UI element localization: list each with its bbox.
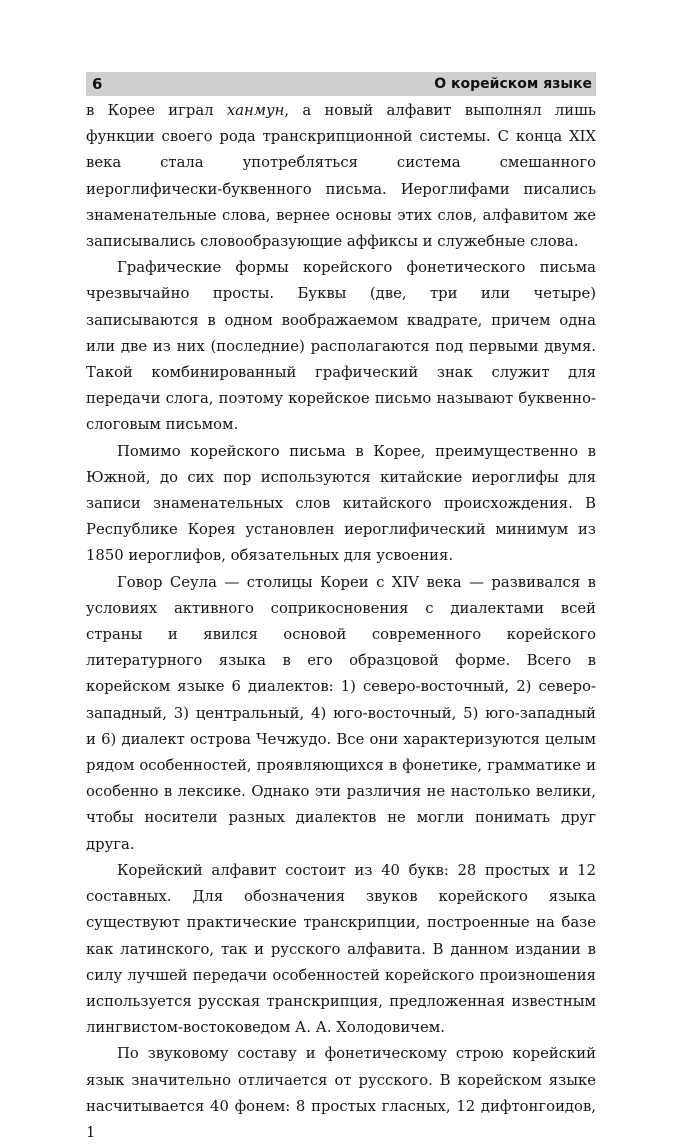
- paragraph-1-rest: , а новый алфавит выполнял лишь функции своего рода транскрипционной системы. С конца XIX века стала употребляться система смешанного иероглифически-буквенного письма. Иероглифами писались знаменательные слова, вернее основы этих слов, алфавитом же записывались словообразующие аффиксы и служебные слова.: [86, 102, 596, 251]
- body-text: [86, 98, 596, 1146]
- paragraph-2: Графические формы корейского фонетического письма чрезвычайно просты. Буквы (две, три или четыре) записываются в одном воображаемом квадрате, причем одна или две из них (последние) располагаются под первыми двумя. Такой комбинированный графический знак служит для передачи слога, поэтому корейское письмо называют буквенно-слоговым письмом.: [86, 259, 596, 434]
- paragraph-6: По звуковому составу и фонетическому строю корейский язык значительно отличается от русского. В корейском языке насчитывается 40 фонем: 8 простых гласных, 12 дифтонгоидов, 1: [86, 1045, 596, 1141]
- term-hanmun: ханмун: [226, 102, 285, 119]
- running-title: О корейском языке: [434, 76, 592, 92]
- paragraph-4: Говор Сеула — столицы Кореи с XIV века — развивался в условиях активного соприкосновения с диалектами всей страны и явился основой современного корейского литературного языка в его образцовой форме. Всего в корейском языке 6 диалектов: 1) северо-восточный, 2) северо-западный, 3) центральный, 4) юго-восточный, 5) юго-западный и 6) диалект острова Чечжудо. Все они характеризуются целым рядом особенностей, проявляющихся в фонетике, грамматике и особенно в лексике. Однако эти различия не настолько велики, чтобы носители разных диалектов не могли понимать друг друга.: [86, 573, 596, 853]
- page-number: 6: [92, 75, 103, 93]
- paragraph-1-lead: в Корее играл: [86, 102, 227, 119]
- paragraph-5: Корейский алфавит состоит из 40 букв: 28 простых и 12 составных. Для обозначения звуков корейского языка существуют практические транскрипции, построенные на базе как латинского, так и русского алфавита. В данном издании в силу лучшей передачи особенностей корейского произношения используется русская транскрипция, предложенная известным лингвистом-востоковедом А. А. Холодовичем.: [86, 861, 596, 1037]
- paragraph-3: Помимо корейского письма в Корее, преимущественно в Южной, до сих пор используются китайские иероглифы для записи знаменательных слов китайского происхождения. В Республике Корея установлен иероглифический минимум из 1850 иероглифов, обязательных для усвоения.: [86, 442, 596, 565]
- paragraph-1: [86, 98, 596, 255]
